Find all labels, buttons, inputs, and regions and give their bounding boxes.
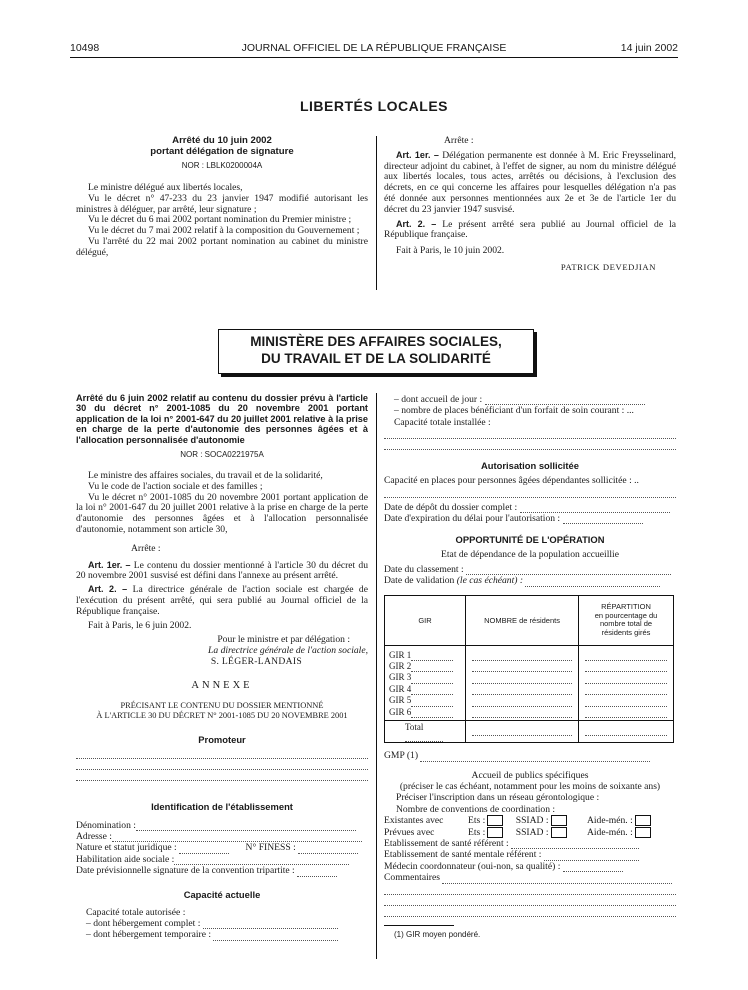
section1-right-column: [384, 136, 676, 272]
fait-a-paris: Fait à Paris, le 6 juin 2002.: [88, 619, 192, 631]
nombre-cells: [466, 645, 579, 720]
ministry-line2: DU TRAVAIL ET DE LA SOLIDARITÉ: [261, 351, 491, 366]
etab-mentale-field: Etablissement de santé mentale référent :: [384, 849, 676, 860]
article-text: Délégation permanente est donnée à M. Eric Freysselinard, directeur adjoint du cabinet, à l'effet de signer, au nom du ministre délégué aux libertés locales, tous actes, arrêtés ou décisions, à l'exclusion des décrets, en ce qui concerne les affaires pour lesquelles délégation n'a pas été donnée aux personnes mentionnées aux 2e et 3e de l'article 1er du décret du 23 janvier 1947 susvisé.: [384, 149, 676, 215]
preamble-paragraph: Vu le décret du 6 mai 2002 portant nomination du Premier ministre ;: [88, 214, 352, 226]
fait-a-paris: Fait à Paris, le 10 juin 2002.: [396, 245, 505, 257]
date-validation-field: Date de validation (le cas échéant) :: [384, 575, 676, 586]
arrete-title-line2: portant délégation de signature: [150, 145, 294, 157]
forfait-field: – nombre de places bénéficiant d'un forfait de soin courant : ...: [394, 405, 634, 417]
total-cell: Total: [385, 721, 466, 743]
signature-name: S. LÉGER-LANDAIS: [210, 655, 302, 667]
header-rule: [70, 57, 678, 58]
arrete-title: Arrêté du 6 juin 2002 relatif au contenu du dossier prévu à l'article 30 du décret n° 2001-1085 du 20 novembre 2001 portant application de la loi n° 2001-647 du 20 juillet 2001 relative à la prise en charge de la perte d'autonomie des personnes âgées et à l'allocation personnalisée d'autonomie: [76, 393, 368, 445]
gir-row-label: GIR 1: [389, 650, 461, 661]
existantes-row: Existantes avec Ets : SSIAD : Aide-mén. :: [384, 815, 676, 826]
opportunite-heading: OPPORTUNITÉ DE L'OPÉRATION: [455, 534, 605, 546]
existantes-ets-checkbox[interactable]: [487, 815, 503, 826]
denomination-field: Dénomination :: [76, 820, 368, 831]
autorisation-heading: Autorisation sollicitée: [481, 460, 579, 472]
promoteur-heading: Promoteur: [198, 733, 246, 745]
blank-line: [384, 895, 676, 906]
annexe-subtitle-1: PRÉCISANT LE CONTENU DU DOSSIER MENTIONNÉ: [120, 700, 324, 710]
nor-reference: NOR : LBLK0200004A: [181, 161, 263, 170]
existantes-aide-checkbox[interactable]: [635, 815, 651, 826]
identification-heading: Identification de l'établissement: [151, 800, 293, 812]
nombre-col-header: NOMBRE de résidents: [466, 595, 579, 645]
prevues-ets-checkbox[interactable]: [487, 827, 503, 838]
preamble-paragraph: Vu le code de l'action sociale et des familles ;: [88, 480, 263, 492]
signature-delegation: Pour le ministre et par délégation :: [217, 634, 350, 646]
prevues-aide-checkbox[interactable]: [635, 827, 651, 838]
medecin-field: Médecin coordonnateur (oui-non, sa qualité) :: [384, 861, 676, 872]
blank-line: [384, 439, 676, 450]
gir-col-header: GIR: [385, 595, 466, 645]
etat-dependance: Etat de dépendance de la population accueillie: [441, 549, 619, 561]
capacite-actuelle-heading: Capacité actuelle: [183, 888, 261, 900]
accueil-jour-field: – dont accueil de jour :: [384, 394, 676, 405]
gir-rows: [385, 645, 466, 720]
article-label: Art. 1er. –: [396, 149, 439, 160]
preamble-paragraph: Le ministre des affaires sociales, du travail et de la solidarité,: [88, 470, 323, 482]
section2-right-column: [384, 394, 676, 939]
preamble-paragraph: Vu le décret n° 2001-1085 du 20 novembre 2001 portant application de la loi n° 2001-647 du 20 juillet 2001 relative à la prise en charge de la perte d'autonomie des personnes âgées et à l'allocation personnalisée d'autonomie, notamment son article 30,: [76, 491, 368, 536]
article-label: Art. 1er. –: [88, 559, 131, 570]
preamble-paragraph: Vu le décret du 7 mai 2002 relatif à la composition du Gouvernement ;: [88, 225, 360, 237]
preciser-cas: (préciser le cas échéant, notamment pour les moins de soixante ans): [399, 780, 661, 792]
date-expiration-field: Date d'expiration du délai pour l'autorisation :: [384, 513, 676, 524]
gir-table: [384, 595, 674, 743]
column-divider: [376, 393, 377, 959]
nature-field: Nature et statut juridique : N° FINESS :: [76, 842, 368, 853]
article-text: Le contenu du dossier mentionné à l'article 30 du décret du 20 novembre 2001 susvisé est défini dans l'annexe au présent arrêté.: [76, 559, 368, 582]
article-text: La directrice générale de l'action sociale est chargée de l'exécution du présent arrêté, qui sera publié au Journal officiel de la République française.: [76, 584, 368, 617]
preamble-paragraph: Le ministre délégué aux libertés locales,: [88, 182, 243, 193]
commentaires-field: Commentaires: [384, 872, 676, 883]
article-text: Le présent arrêté sera publié au Journal officiel de la République française.: [384, 218, 676, 241]
date-classement-field: Date du classement :: [384, 564, 676, 575]
accueil-publics: Accueil de publics spécifiques: [471, 769, 589, 781]
promoteur-line: [76, 748, 368, 759]
etab-sante-field: Etablissement de santé référent :: [384, 838, 676, 849]
capacite-totale-field: Capacité totale autorisée :: [86, 906, 186, 918]
habilitation-field: Habilitation aide sociale :: [76, 854, 368, 865]
signature-role: La directrice générale de l'action sociale,: [208, 645, 368, 657]
prevues-row: Prévues avec Ets : SSIAD : Aide-mén. :: [384, 827, 676, 838]
journal-title: JOURNAL OFFICIEL DE LA RÉPUBLIQUE FRANÇAISE: [241, 42, 507, 54]
existantes-ssiad-checkbox[interactable]: [551, 815, 567, 826]
gmp-field: GMP (1): [384, 750, 676, 761]
date-depot-field: Date de dépôt du dossier complet :: [384, 502, 676, 513]
page-number: 10498: [70, 42, 100, 54]
article-label: Art. 2. –: [88, 584, 128, 595]
column-divider: [376, 136, 377, 290]
blank-line: [384, 428, 676, 439]
gir-row-label: GIR 5: [389, 695, 461, 706]
ministry-line1: MINISTÈRE DES AFFAIRES SOCIALES,: [250, 334, 502, 349]
promoteur-line: [76, 770, 368, 781]
promoteur-line: [76, 759, 368, 770]
arrete-label: Arrête :: [444, 135, 474, 146]
preamble-paragraph: Vu le décret n° 47-233 du 23 janvier 1947 modifié autorisant les ministres à déléguer, par arrêté, leur signature ;: [76, 192, 368, 215]
nor-reference: NOR : SOCA0221975A: [180, 450, 264, 460]
blank-line: [384, 487, 676, 498]
nombre-conventions: Nombre de conventions de coordination :: [396, 803, 556, 815]
section1-left-column: [76, 136, 368, 259]
arrete-label: Arrête :: [131, 542, 161, 554]
date-signature-field: Date prévisionnelle signature de la convention tripartite :: [76, 865, 368, 876]
annexe-subtitle-2: À L'ARTICLE 30 DU DÉCRET N° 2001-1085 DU 20 NOVEMBRE 2001: [96, 711, 348, 721]
hebergement-complet-field: – dont hébergement complet :: [76, 918, 368, 929]
footnote-rule: [384, 925, 454, 926]
section2-left-column: [76, 393, 368, 941]
section-title-libertes: LIBERTÉS LOCALES: [299, 98, 448, 114]
gir-row-label: GIR 2: [389, 661, 461, 672]
adresse-field: Adresse :: [76, 831, 368, 842]
repartition-col-header: RÉPARTITION en pourcentage du nombre total de résidents girés: [579, 595, 674, 645]
signature: PATRICK DEVEDJIAN: [560, 261, 656, 272]
gir-row-label: GIR 3: [389, 672, 461, 683]
arrete-title-line1: Arrêté du 10 juin 2002: [172, 135, 272, 146]
ministry-box: [218, 329, 534, 374]
capacite-sollicitee-field: Capacité en places pour personnes âgées dépendantes sollicitée : ..: [384, 475, 639, 487]
capacite-installee-field: Capacité totale installée :: [394, 416, 491, 428]
footnote: (1) GIR moyen pondéré.: [394, 929, 481, 939]
gir-row-label: GIR 4: [389, 684, 461, 695]
blank-line: [384, 884, 676, 895]
hebergement-temporaire-field: – dont hébergement temporaire :: [76, 929, 368, 940]
preamble-paragraph: Vu l'arrêté du 22 mai 2002 portant nomination au cabinet du ministre délégué,: [76, 235, 368, 258]
blank-line: [384, 906, 676, 917]
annexe-title: ANNEXE: [191, 679, 253, 691]
gir-row-label: GIR 6: [389, 707, 461, 718]
preciser-reseau: Préciser l'inscription dans un réseau gérontologique :: [396, 792, 600, 804]
header-date: 14 juin 2002: [620, 42, 678, 54]
prevues-ssiad-checkbox[interactable]: [551, 827, 567, 838]
article-label: Art. 2. –: [396, 218, 437, 229]
repartition-cells: [579, 645, 674, 720]
